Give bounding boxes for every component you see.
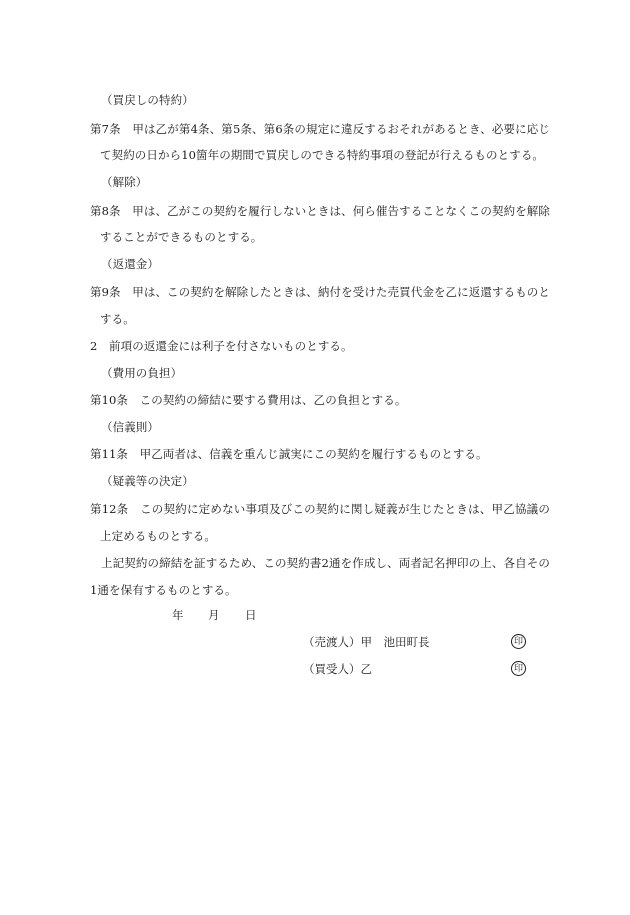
article-12-line-1: 第12条 この契約に定めない事項及びこの契約に関し疑義が生じたときは、甲乙協議の (90, 502, 550, 516)
article-11-line-1: 第11条 甲乙両者は、信義を重んじ誠実にこの契約を履行するものとする。 (90, 447, 488, 461)
article-9-heading: （返還金） (101, 257, 159, 271)
article-12-line-2: 上定めるものとする。 (100, 529, 216, 543)
article-10-line-1: 第10条 この契約の締結に要する費用は、乙の負担とする。 (90, 393, 407, 407)
article-9-paragraph-2: 2 前項の返還金には利子を付さないものとする。 (90, 339, 353, 353)
article-9-line-1: 第9条 甲は、この契約を解除したときは、納付を受けた売買代金を乙に返還するものと (90, 285, 550, 299)
seller-seal-icon: 印 (511, 634, 526, 649)
buyer-signature-line: （買受人）乙 (303, 662, 372, 676)
article-7-line-2: て契約の日から10箇年の期間で買戻しのできる特約事項の登記が行えるものとする。 (100, 148, 545, 162)
seller-signature-line: （売渡人）甲 池田町長 (303, 635, 430, 649)
buyer-seal-icon: 印 (511, 661, 526, 676)
date-year: 年 (172, 608, 184, 622)
article-11-heading: （信義則） (101, 420, 159, 434)
date-day: 日 (245, 608, 257, 622)
article-7-heading: （買戻しの特約） (101, 93, 194, 107)
article-12-heading: （疑義等の決定） (101, 474, 194, 488)
article-8-heading: （解除） (101, 175, 148, 189)
article-8-line-1: 第8条 甲は、乙がこの契約を履行しないときは、何ら催告することなくこの契約を解除 (90, 204, 550, 218)
article-7-line-1: 第7条 甲は乙が第4条、第5条、第6条の規定に違反するおそれがあるとき、必要に応じ (90, 122, 550, 136)
closing-line-1: 上記契約の締結を証するため、この契約書2通を作成し、両者記名押印の上、各自その (101, 556, 550, 570)
article-8-line-2: することができるものとする。 (100, 230, 263, 244)
article-10-heading: （費用の負担） (101, 366, 183, 380)
article-9-line-2: する。 (100, 312, 135, 326)
date-month: 月 (208, 608, 220, 622)
closing-line-2: 1通を保有するものとする。 (90, 583, 237, 597)
